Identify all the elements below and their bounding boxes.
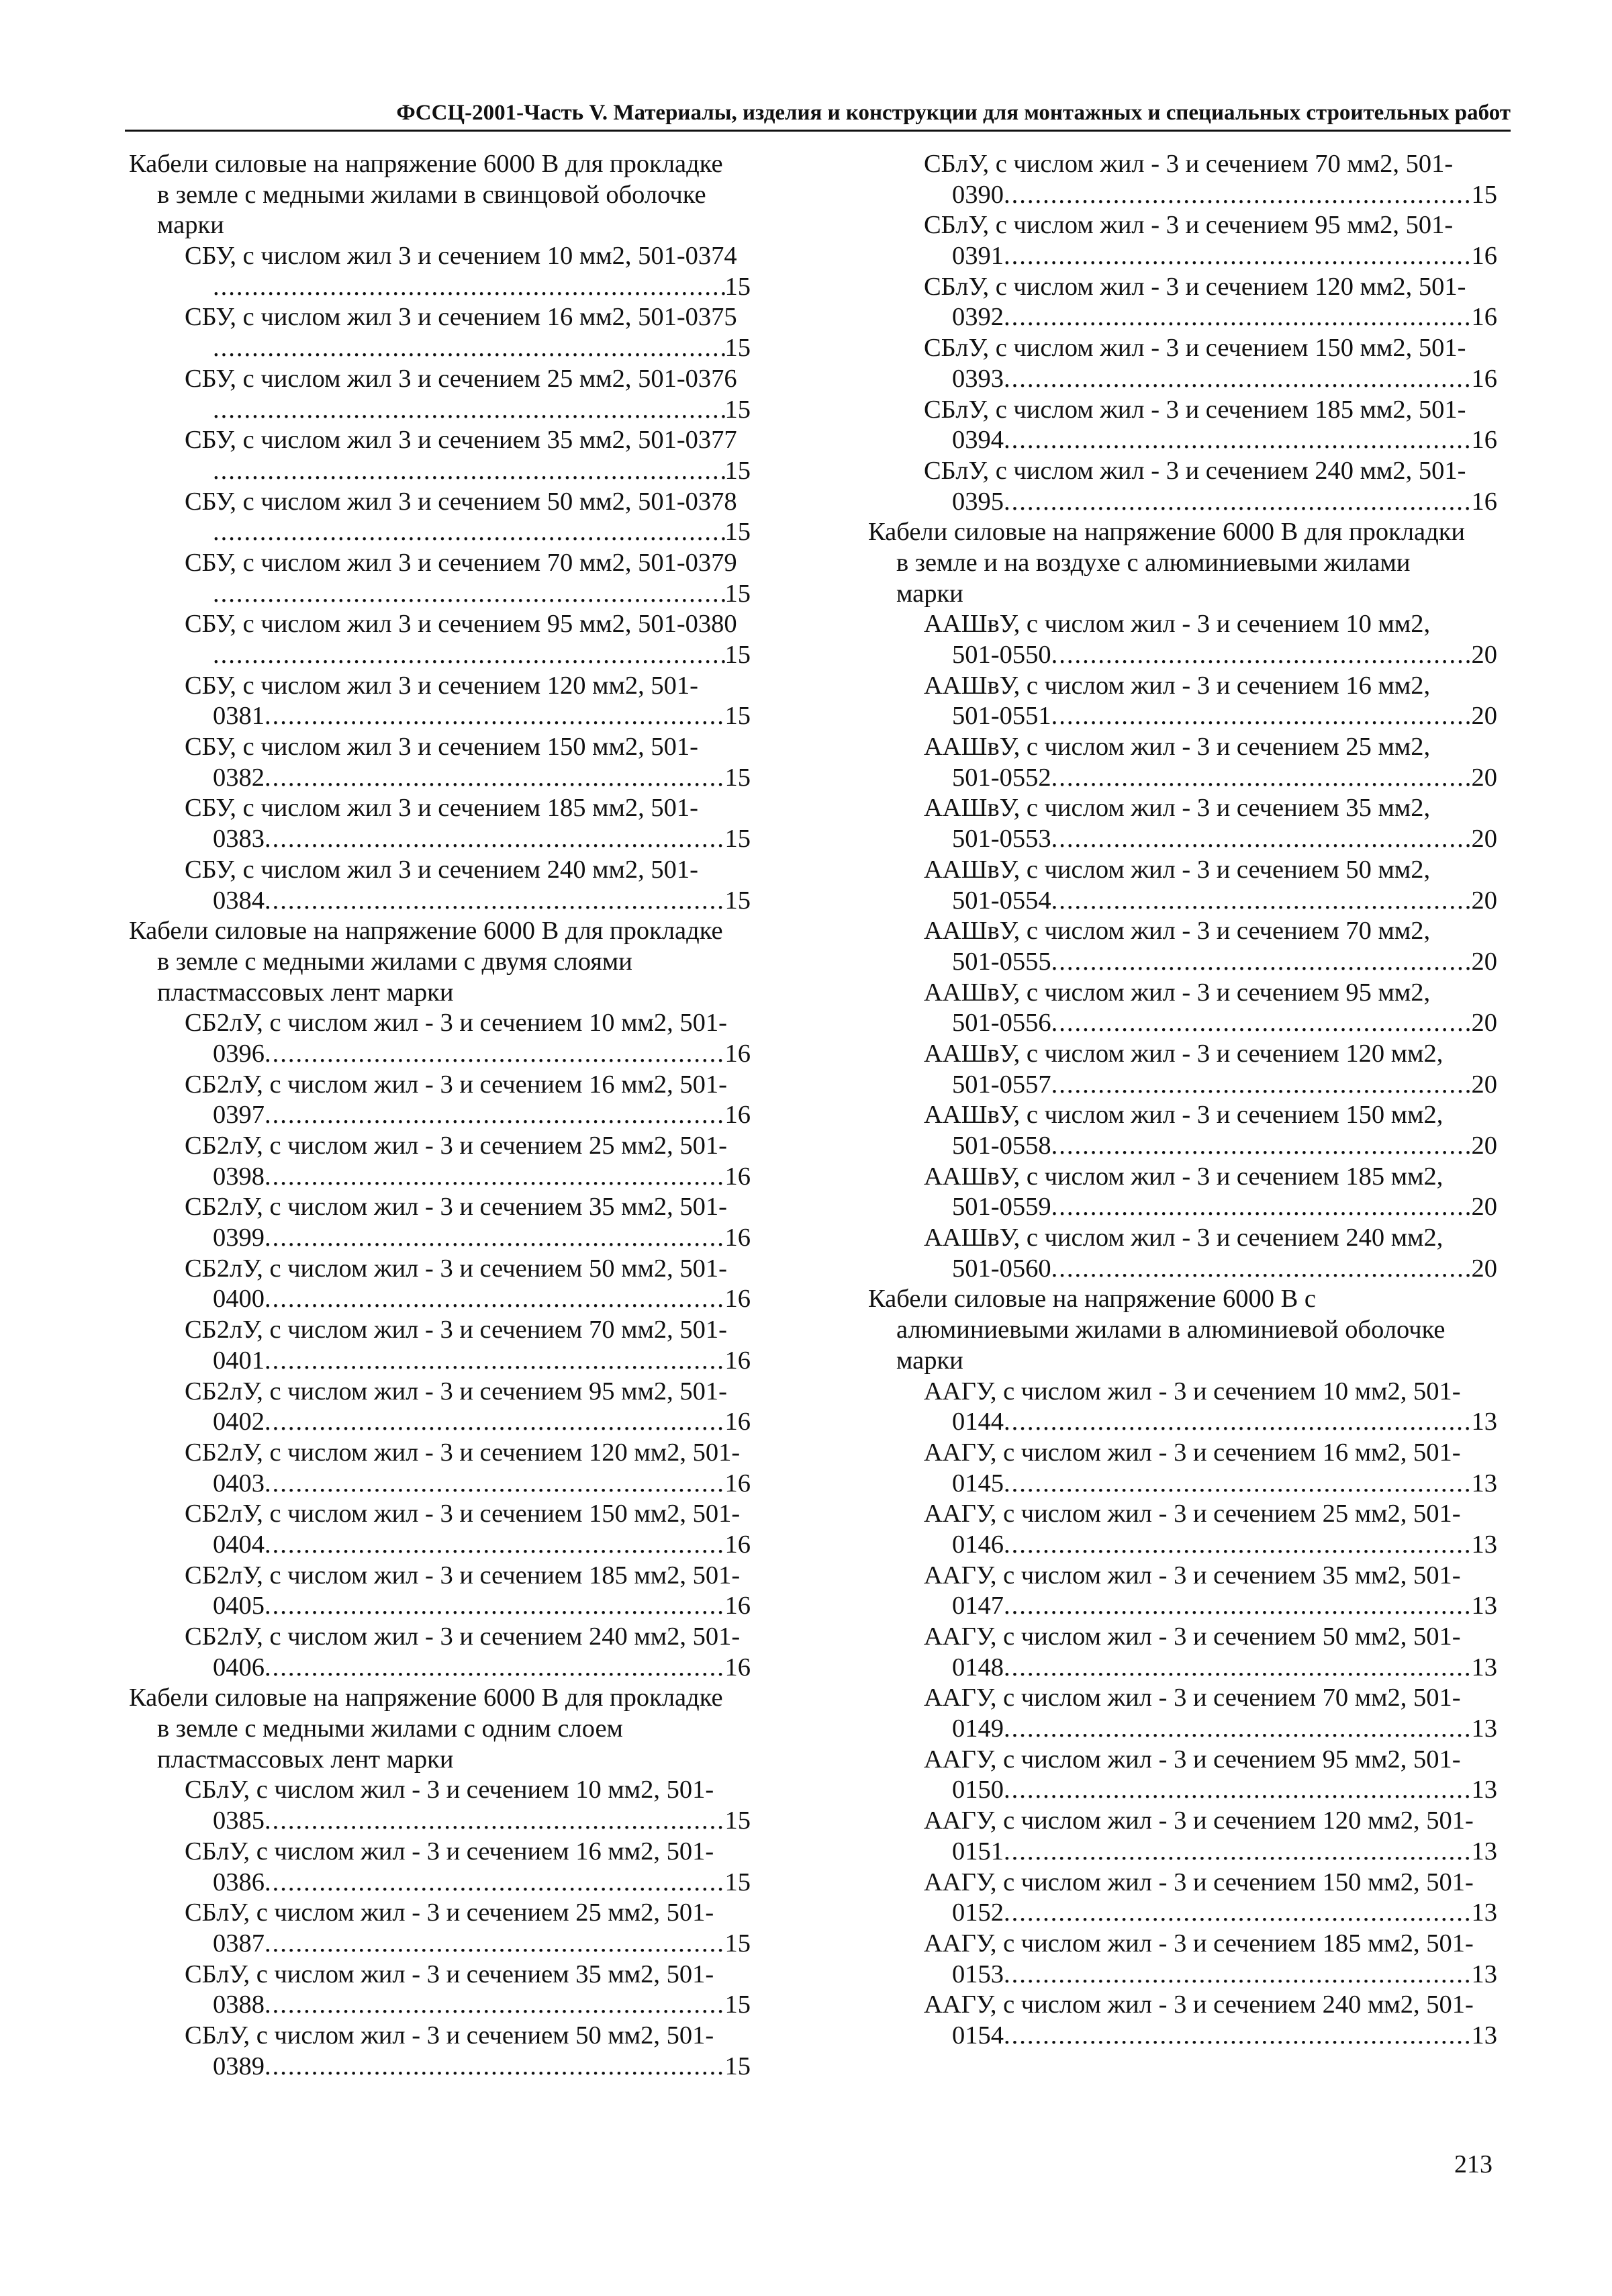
index-entry-title: СБ2лУ, с числом жил - 3 и сечением 70 мм2, 501- — [185, 1316, 727, 1344]
index-entry-pageref — [129, 1806, 751, 1837]
index-entry-page: 16 — [1471, 303, 1497, 332]
dot-leader — [1004, 1714, 1472, 1745]
dot-leader — [265, 763, 725, 794]
dot-leader — [1051, 640, 1472, 671]
index-entry-title: ААШвУ, с числом жил - 3 и сечением 10 мм2, — [924, 610, 1431, 639]
index-entry-pageref — [868, 640, 1497, 671]
index-entry-page: 15 — [724, 334, 751, 363]
index-entry-code: 501-0559 — [952, 1193, 1051, 1222]
index-entry-pageref — [868, 364, 1497, 395]
dot-leader — [1004, 1960, 1472, 1990]
index-entry-pageref — [129, 1929, 751, 1960]
index-entry-code: 0394 — [952, 426, 1004, 455]
dot-leader — [1051, 763, 1472, 794]
index-heading-line: в земле и на воздухе с алюминиевыми жилами — [896, 548, 1411, 577]
dot-leader — [213, 272, 725, 303]
dot-leader — [265, 886, 725, 917]
index-entry-page: 13 — [1471, 1408, 1497, 1436]
index-entry-code: 0400 — [213, 1285, 265, 1314]
index-entry-page: 15 — [724, 1868, 751, 1896]
index-entry-pageref — [129, 701, 751, 732]
index-entry-page: 16 — [724, 1408, 751, 1436]
index-entry-pageref — [129, 1223, 751, 1254]
dot-leader — [213, 395, 725, 426]
dot-leader — [265, 1591, 725, 1622]
dot-leader — [265, 1653, 725, 1684]
dot-leader — [1004, 1591, 1472, 1622]
index-entry-pageref — [129, 1653, 751, 1684]
index-entry-page: 20 — [1471, 641, 1497, 669]
index-entry-title: СБУ, с числом жил 3 и сечением 150 мм2, 501- — [185, 733, 698, 762]
index-entry-code: 0386 — [213, 1868, 265, 1896]
index-entry-code: 0395 — [952, 487, 1004, 516]
index-entry-page: 20 — [1471, 825, 1497, 854]
index-entry-title: ААШвУ, с числом жил - 3 и сечением 120 мм2, — [924, 1039, 1443, 1068]
index-entry-title: ААШвУ, с числом жил - 3 и сечением 25 мм2, — [924, 733, 1431, 762]
index-entry-pageref — [129, 640, 751, 671]
index-entry-page: 16 — [724, 1346, 751, 1375]
index-entry-page: 15 — [724, 886, 751, 915]
index-entry-page: 13 — [1471, 1960, 1497, 1988]
index-entry-title: ААШвУ, с числом жил - 3 и сечением 50 мм2, — [924, 855, 1431, 884]
index-entry-title: СБ2лУ, с числом жил - 3 и сечением 10 мм2, 501- — [185, 1009, 727, 1038]
dot-leader — [213, 456, 725, 487]
running-header: ФССЦ-2001-Часть V. Материалы, изделия и конструкции для монтажных и специальных строительных работ — [396, 101, 1511, 125]
dot-leader — [265, 2052, 725, 2082]
index-entry-page: 15 — [1471, 180, 1497, 209]
index-entry-page: 16 — [1471, 242, 1497, 271]
index-heading-line: в земле с медными жилами с двумя слоями — [157, 947, 632, 976]
index-entry-page: 15 — [724, 579, 751, 608]
index-entry-page: 15 — [724, 2052, 751, 2080]
page-number: 213 — [1454, 2150, 1492, 2178]
index-entry-title: СБУ, с числом жил 3 и сечением 70 мм2, 501-0379 — [185, 548, 737, 577]
dot-leader — [213, 640, 725, 671]
index-entry-code: 0393 — [952, 364, 1004, 393]
index-entry-page: 20 — [1471, 1132, 1497, 1160]
index-entry-code: 0383 — [213, 825, 265, 854]
index-entry-title: СБлУ, с числом жил - 3 и сечением 35 мм2, 501- — [185, 1960, 714, 1988]
index-entry-title: СБлУ, с числом жил - 3 и сечением 10 мм2, 501- — [185, 1776, 714, 1804]
index-entry-code: 0154 — [952, 2021, 1004, 2050]
index-entry-title: ААШвУ, с числом жил - 3 и сечением 150 мм2, — [924, 1101, 1443, 1130]
index-entry-code: 0404 — [213, 1530, 265, 1559]
dot-leader — [265, 1407, 725, 1438]
index-entry-pageref — [129, 1407, 751, 1438]
index-entry-title: СБлУ, с числом жил - 3 и сечением 70 мм2, 501- — [924, 150, 1454, 178]
dot-leader — [265, 1469, 725, 1500]
dot-leader — [1004, 1653, 1472, 1684]
dot-leader — [1004, 2021, 1472, 2052]
index-entry-pageref — [868, 1898, 1497, 1929]
index-column-left — [129, 149, 751, 2082]
index-entry-pageref — [868, 1775, 1497, 1806]
index-entry-title: СБлУ, с числом жил - 3 и сечением 150 мм2, 501- — [924, 334, 1466, 363]
index-entry-title: СБУ, с числом жил 3 и сечением 120 мм2, 501- — [185, 671, 698, 700]
index-entry-pageref — [868, 302, 1497, 333]
index-entry-page: 16 — [724, 1469, 751, 1498]
index-entry-page: 16 — [724, 1653, 751, 1682]
index-entry-code: 0147 — [952, 1592, 1004, 1620]
index-entry-code: 0145 — [952, 1469, 1004, 1498]
index-entry-page: 13 — [1471, 1469, 1497, 1498]
index-entry-code: 0399 — [213, 1224, 265, 1252]
index-entry-title: ААГУ, с числом жил - 3 и сечением 16 мм2, 501- — [924, 1438, 1461, 1467]
index-entry-page: 13 — [1471, 1837, 1497, 1866]
index-entry-page: 16 — [724, 1162, 751, 1191]
index-entry-code: 0381 — [213, 702, 265, 731]
dot-leader — [265, 701, 725, 732]
index-entry-title: ААГУ, с числом жил - 3 и сечением 120 мм2, 501- — [924, 1806, 1474, 1835]
dot-leader — [1004, 302, 1472, 333]
index-entry-page: 20 — [1471, 702, 1497, 731]
index-heading-line: Кабели силовые на напряжение 6000 В для прокладке — [129, 917, 723, 946]
index-entry-title: ААШвУ, с числом жил - 3 и сечением 185 мм2, — [924, 1162, 1443, 1191]
index-entry-code: 0405 — [213, 1592, 265, 1620]
index-entry-page: 15 — [724, 1990, 751, 2019]
dot-leader — [1051, 701, 1472, 732]
dot-leader — [1004, 180, 1472, 211]
index-heading-line: Кабели силовые на напряжение 6000 В с — [868, 1285, 1316, 1314]
index-entry-code: 0382 — [213, 763, 265, 792]
index-entry-code: 0406 — [213, 1653, 265, 1682]
index-heading-line: марки — [157, 211, 224, 240]
index-entry-code: 0391 — [952, 242, 1004, 271]
index-entry-pageref — [129, 395, 751, 426]
index-entry-pageref — [868, 1192, 1497, 1223]
index-entry-pageref — [129, 824, 751, 855]
index-entry-title: СБ2лУ, с числом жил - 3 и сечением 16 мм2, 501- — [185, 1070, 727, 1099]
index-entry-title: ААГУ, с числом жил - 3 и сечением 185 мм2, 501- — [924, 1929, 1474, 1958]
index-entry-title: СБлУ, с числом жил - 3 и сечением 16 мм2, 501- — [185, 1837, 714, 1866]
index-entry-pageref — [129, 1469, 751, 1500]
index-heading-line: марки — [896, 579, 963, 608]
index-entry-title: ААГУ, с числом жил - 3 и сечением 25 мм2, 501- — [924, 1500, 1461, 1528]
dot-leader — [265, 1284, 725, 1315]
index-entry-code: 501-0553 — [952, 825, 1051, 854]
index-entry-title: СБ2лУ, с числом жил - 3 и сечением 35 мм2, 501- — [185, 1193, 727, 1222]
index-entry-page: 13 — [1471, 2021, 1497, 2050]
index-entry-title: СБ2лУ, с числом жил - 3 и сечением 25 мм2, 501- — [185, 1132, 727, 1160]
dot-leader — [1004, 364, 1472, 395]
index-entry-page: 20 — [1471, 763, 1497, 792]
dot-leader — [265, 1223, 725, 1254]
dot-leader — [265, 1346, 725, 1377]
index-heading-line: Кабели силовые на напряжение 6000 В для прокладки — [868, 518, 1466, 547]
index-entry-title: ААГУ, с числом жил - 3 и сечением 150 мм2, 501- — [924, 1868, 1474, 1896]
index-entry-code: 0388 — [213, 1990, 265, 2019]
index-entry-pageref — [868, 1837, 1497, 1868]
index-entry-pageref — [868, 886, 1497, 917]
index-entry-pageref — [868, 180, 1497, 211]
index-heading-line: марки — [896, 1346, 963, 1375]
index-entry-title: ААШвУ, с числом жил - 3 и сечением 70 мм2, — [924, 917, 1431, 946]
index-entry-pageref — [868, 1407, 1497, 1438]
dot-leader — [1051, 1008, 1472, 1039]
index-entry-pageref — [129, 1530, 751, 1561]
index-entry-title: СБ2лУ, с числом жил - 3 и сечением 240 мм2, 501- — [185, 1622, 741, 1651]
index-entry-code: 0403 — [213, 1469, 265, 1498]
index-entry-pageref — [129, 1284, 751, 1315]
index-entry-code: 0146 — [952, 1530, 1004, 1559]
index-entry-pageref — [868, 947, 1497, 978]
index-entry-pageref — [868, 1131, 1497, 1162]
index-entry-title: ААГУ, с числом жил - 3 и сечением 95 мм2, 501- — [924, 1745, 1461, 1774]
dot-leader — [265, 1929, 725, 1960]
index-entry-code: 0152 — [952, 1898, 1004, 1927]
index-entry-code: 501-0554 — [952, 886, 1051, 915]
index-entry-page: 15 — [724, 763, 751, 792]
index-entry-title: ААШвУ, с числом жил - 3 и сечением 16 мм2, — [924, 671, 1431, 700]
index-entry-pageref — [129, 1990, 751, 2021]
dot-leader — [1051, 824, 1472, 855]
index-entry-page: 16 — [1471, 487, 1497, 516]
index-entry-title: ААГУ, с числом жил - 3 и сечением 35 мм2, 501- — [924, 1561, 1461, 1590]
index-entry-title: ААГУ, с числом жил - 3 и сечением 240 мм2, 501- — [924, 1990, 1474, 2019]
index-entry-code: 0151 — [952, 1837, 1004, 1866]
index-entry-pageref — [868, 1469, 1497, 1500]
index-heading-line: алюминиевыми жилами в алюминиевой оболочке — [896, 1316, 1445, 1344]
index-entry-title: ААГУ, с числом жил - 3 и сечением 50 мм2, 501- — [924, 1622, 1461, 1651]
index-entry-pageref — [129, 1100, 751, 1131]
dot-leader — [1004, 425, 1472, 456]
dot-leader — [1051, 1192, 1472, 1223]
index-entry-code: 0144 — [952, 1408, 1004, 1436]
dot-leader — [1051, 947, 1472, 978]
dot-leader — [1004, 1837, 1472, 1868]
index-entry-title: СБУ, с числом жил 3 и сечением 95 мм2, 501-0380 — [185, 610, 737, 639]
dot-leader — [265, 824, 725, 855]
index-entry-title: СБУ, с числом жил 3 и сечением 185 мм2, 501- — [185, 794, 698, 823]
index-entry-pageref — [868, 1070, 1497, 1101]
index-entry-pageref — [868, 1254, 1497, 1285]
index-entry-pageref — [129, 763, 751, 794]
index-entry-pageref — [868, 1653, 1497, 1684]
index-entry-page: 16 — [1471, 364, 1497, 393]
index-entry-page: 15 — [724, 456, 751, 485]
index-entry-code: 0396 — [213, 1039, 265, 1068]
index-entry-title: СБ2лУ, с числом жил - 3 и сечением 95 мм2, 501- — [185, 1377, 727, 1406]
index-entry-title: СБУ, с числом жил 3 и сечением 10 мм2, 501-0374 — [185, 242, 737, 271]
index-entry-code: 0397 — [213, 1101, 265, 1130]
index-entry-pageref — [868, 701, 1497, 732]
index-entry-pageref — [129, 1162, 751, 1193]
index-entry-page: 13 — [1471, 1592, 1497, 1620]
index-entry-page: 15 — [724, 1806, 751, 1835]
index-entry-page: 13 — [1471, 1714, 1497, 1743]
index-entry-title: СБ2лУ, с числом жил - 3 и сечением 185 мм2, 501- — [185, 1561, 741, 1590]
index-entry-code: 0150 — [952, 1776, 1004, 1804]
index-entry-page: 20 — [1471, 1070, 1497, 1099]
index-entry-page: 16 — [724, 1530, 751, 1559]
index-entry-page: 15 — [724, 641, 751, 669]
index-entry-pageref — [129, 1346, 751, 1377]
dot-leader — [1004, 241, 1472, 272]
index-entry-code: 501-0560 — [952, 1254, 1051, 1283]
index-entry-title: СБУ, с числом жил 3 и сечением 16 мм2, 501-0375 — [185, 303, 737, 332]
index-entry-page: 16 — [724, 1592, 751, 1620]
index-entry-pageref — [129, 1868, 751, 1898]
dot-leader — [1004, 1898, 1472, 1929]
dot-leader — [213, 517, 725, 548]
dot-leader — [213, 579, 725, 610]
index-entry-pageref — [868, 1530, 1497, 1561]
index-entry-title: СБУ, с числом жил 3 и сечением 35 мм2, 501-0377 — [185, 426, 737, 455]
index-entry-pageref — [129, 333, 751, 364]
dot-leader — [265, 1990, 725, 2021]
index-entry-code: 501-0550 — [952, 641, 1051, 669]
index-entry-page: 15 — [724, 1929, 751, 1958]
index-entry-page: 16 — [1471, 426, 1497, 455]
index-entry-title: СБлУ, с числом жил - 3 и сечением 25 мм2, 501- — [185, 1898, 714, 1927]
index-entry-title: СБ2лУ, с числом жил - 3 и сечением 150 мм2, 501- — [185, 1500, 741, 1528]
index-entry-code: 0385 — [213, 1806, 265, 1835]
dot-leader — [213, 333, 725, 364]
index-entry-code: 0148 — [952, 1653, 1004, 1682]
index-entry-code: 0398 — [213, 1162, 265, 1191]
index-entry-pageref — [868, 241, 1497, 272]
index-entry-code: 501-0552 — [952, 763, 1051, 792]
index-entry-page: 16 — [724, 1285, 751, 1314]
index-entry-page: 20 — [1471, 1009, 1497, 1038]
index-entry-pageref — [868, 824, 1497, 855]
index-entry-page: 13 — [1471, 1653, 1497, 1682]
index-entry-title: СБУ, с числом жил 3 и сечением 25 мм2, 501-0376 — [185, 364, 737, 393]
index-entry-page: 15 — [724, 518, 751, 547]
index-entry-title: ААГУ, с числом жил - 3 и сечением 70 мм2, 501- — [924, 1684, 1461, 1712]
index-entry-pageref — [129, 456, 751, 487]
index-entry-pageref — [868, 763, 1497, 794]
index-entry-page: 15 — [724, 825, 751, 854]
index-entry-code: 501-0558 — [952, 1132, 1051, 1160]
index-heading-line: пластмассовых лент марки — [157, 978, 454, 1007]
index-entry-page: 20 — [1471, 886, 1497, 915]
dot-leader — [1004, 1469, 1472, 1500]
index-entry-code: 0392 — [952, 303, 1004, 332]
index-heading-line: Кабели силовые на напряжение 6000 В для прокладке — [129, 150, 723, 178]
index-entry-code: 0153 — [952, 1960, 1004, 1988]
index-entry-title: СБУ, с числом жил 3 и сечением 50 мм2, 501-0378 — [185, 487, 737, 516]
index-entry-code: 0389 — [213, 2052, 265, 2080]
index-entry-title: ААШвУ, с числом жил - 3 и сечением 95 мм2, — [924, 978, 1431, 1007]
index-entry-page: 16 — [724, 1039, 751, 1068]
index-entry-pageref — [868, 1960, 1497, 1990]
index-entry-pageref — [129, 1039, 751, 1070]
index-entry-pageref — [129, 579, 751, 610]
index-entry-pageref — [868, 1008, 1497, 1039]
index-entry-page: 15 — [724, 395, 751, 424]
index-entry-page: 16 — [724, 1101, 751, 1130]
index-entry-pageref — [129, 517, 751, 548]
index-entry-title: ААГУ, с числом жил - 3 и сечением 10 мм2, 501- — [924, 1377, 1461, 1406]
index-entry-pageref — [129, 1591, 751, 1622]
index-entry-title: СБлУ, с числом жил - 3 и сечением 120 мм2, 501- — [924, 272, 1466, 301]
dot-leader — [265, 1100, 725, 1131]
dot-leader — [265, 1868, 725, 1898]
index-heading-line: пластмассовых лент марки — [157, 1745, 454, 1774]
index-entry-pageref — [868, 1714, 1497, 1745]
index-entry-page: 15 — [724, 702, 751, 731]
index-entry-title: СБУ, с числом жил 3 и сечением 240 мм2, 501- — [185, 855, 698, 884]
index-entry-title: ААШвУ, с числом жил - 3 и сечением 240 мм2, — [924, 1224, 1443, 1252]
index-entry-page: 16 — [724, 1224, 751, 1252]
dot-leader — [1051, 1070, 1472, 1101]
index-entry-page: 15 — [724, 272, 751, 301]
index-entry-page: 13 — [1471, 1776, 1497, 1804]
index-entry-code: 501-0555 — [952, 947, 1051, 976]
index-entry-code: 0402 — [213, 1408, 265, 1436]
dot-leader — [1004, 487, 1472, 518]
index-column-right — [868, 149, 1497, 2052]
index-entry-code: 0149 — [952, 1714, 1004, 1743]
index-entry-pageref — [868, 487, 1497, 518]
index-entry-code: 0387 — [213, 1929, 265, 1958]
index-entry-pageref — [129, 2052, 751, 2082]
dot-leader — [265, 1039, 725, 1070]
index-entry-pageref — [129, 886, 751, 917]
header-rule — [125, 130, 1511, 132]
dot-leader — [1004, 1407, 1472, 1438]
index-heading-line: Кабели силовые на напряжение 6000 В для прокладке — [129, 1684, 723, 1712]
index-entry-title: СБ2лУ, с числом жил - 3 и сечением 50 мм2, 501- — [185, 1254, 727, 1283]
index-entry-title: СБ2лУ, с числом жил - 3 и сечением 120 мм2, 501- — [185, 1438, 741, 1467]
index-entry-page: 13 — [1471, 1898, 1497, 1927]
index-entry-pageref — [868, 1591, 1497, 1622]
index-entry-title: ААШвУ, с числом жил - 3 и сечением 35 мм2, — [924, 794, 1431, 823]
index-entry-title: СБлУ, с числом жил - 3 и сечением 50 мм2, 501- — [185, 2021, 714, 2050]
index-entry-pageref — [868, 2021, 1497, 2052]
index-entry-code: 0384 — [213, 886, 265, 915]
index-entry-code: 501-0556 — [952, 1009, 1051, 1038]
dot-leader — [1051, 1131, 1472, 1162]
dot-leader — [265, 1530, 725, 1561]
index-entry-code: 0390 — [952, 180, 1004, 209]
index-entry-page: 20 — [1471, 947, 1497, 976]
index-entry-page: 20 — [1471, 1193, 1497, 1222]
index-heading-line: в земле с медными жилами в свинцовой оболочке — [157, 180, 706, 209]
index-entry-title: СБлУ, с числом жил - 3 и сечением 185 мм2, 501- — [924, 395, 1466, 424]
index-entry-title: СБлУ, с числом жил - 3 и сечением 240 мм2, 501- — [924, 456, 1466, 485]
index-entry-code: 501-0557 — [952, 1070, 1051, 1099]
index-entry-code: 0401 — [213, 1346, 265, 1375]
dot-leader — [265, 1806, 725, 1837]
index-entry-title: СБлУ, с числом жил - 3 и сечением 95 мм2, 501- — [924, 211, 1454, 240]
index-entry-page: 20 — [1471, 1254, 1497, 1283]
dot-leader — [1004, 1775, 1472, 1806]
index-heading-line: в земле с медными жилами с одним слоем — [157, 1714, 623, 1743]
dot-leader — [265, 1162, 725, 1193]
dot-leader — [1004, 1530, 1472, 1561]
dot-leader — [1051, 886, 1472, 917]
index-entry-pageref — [868, 425, 1497, 456]
index-entry-page: 13 — [1471, 1530, 1497, 1559]
index-entry-pageref — [129, 272, 751, 303]
index-entry-code: 501-0551 — [952, 702, 1051, 731]
dot-leader — [1051, 1254, 1472, 1285]
